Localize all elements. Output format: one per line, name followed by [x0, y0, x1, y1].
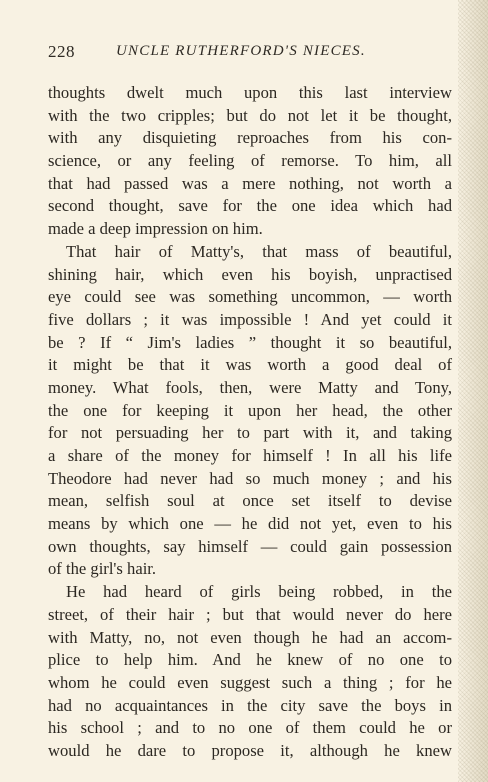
text-line: for not persuading her to part with it, and taking — [48, 423, 452, 443]
text-line: That hair of Matty's, that mass of beautiful, — [66, 241, 452, 261]
running-title: UNCLE RUTHERFORD'S NIECES. — [116, 43, 366, 59]
text-line: shining hair, which even his boyish, unpractised — [48, 264, 452, 284]
text-line: eye could see was something uncommon, — worth — [48, 287, 452, 307]
text-line: means by which one — he did not yet, even to his — [48, 514, 452, 534]
text-line: his school ; and to no one of them could he or — [48, 718, 452, 738]
text-line: had no acquaintances in the city save the boys in — [48, 695, 452, 715]
text-line: five dollars ; it was impossible ! And yet could it — [48, 309, 452, 329]
text-line: money. What fools, then, were Matty and Tony, — [48, 377, 452, 397]
text-line: street, of their hair ; but that would never do here — [48, 604, 452, 624]
text-line: plice to help him. And he knew of no one to — [48, 650, 452, 670]
text-line: of the girl's hair. — [48, 559, 157, 579]
text-line: be ? If “ Jim's ladies ” thought it so beautiful, — [48, 332, 452, 352]
text-line: a share of the money for himself ! In all his life — [48, 446, 452, 465]
text-line: whom he could even suggest such a thing ; for he — [48, 672, 452, 692]
page-header — [48, 42, 448, 66]
text-line: the one for keeping it upon her head, the other — [48, 400, 452, 420]
text-line: with Matty, no, not even though he had an accom- — [48, 627, 452, 647]
text-line: Theodore had never had so much money ; and his — [48, 468, 452, 488]
text-line: mean, selfish soul at once set itself to devise — [48, 491, 452, 511]
text-line: would he dare to propose it, although he knew — [48, 740, 452, 760]
text-line: with any disquieting reproaches from his con- — [48, 128, 452, 148]
text-line: own thoughts, say himself — could gain possession — [48, 536, 452, 556]
text-line: with the two cripples; but do not let it be thought, — [48, 105, 452, 125]
page-edge-shading — [458, 0, 488, 782]
text-line: it might be that it was worth a good deal of — [48, 355, 452, 375]
text-line: He had heard of girls being robbed, in the — [66, 582, 452, 602]
text-line: science, or any feeling of remorse. To him, all — [48, 151, 452, 171]
page-number: 228 — [48, 42, 75, 61]
text-line: that had passed was a mere nothing, not worth a — [48, 173, 452, 193]
body-text — [48, 82, 452, 763]
text-line: made a deep impression on him. — [48, 219, 263, 239]
text-line: thoughts dwelt much upon this last interview — [48, 83, 452, 102]
text-line: second thought, save for the one idea which had — [48, 196, 452, 216]
